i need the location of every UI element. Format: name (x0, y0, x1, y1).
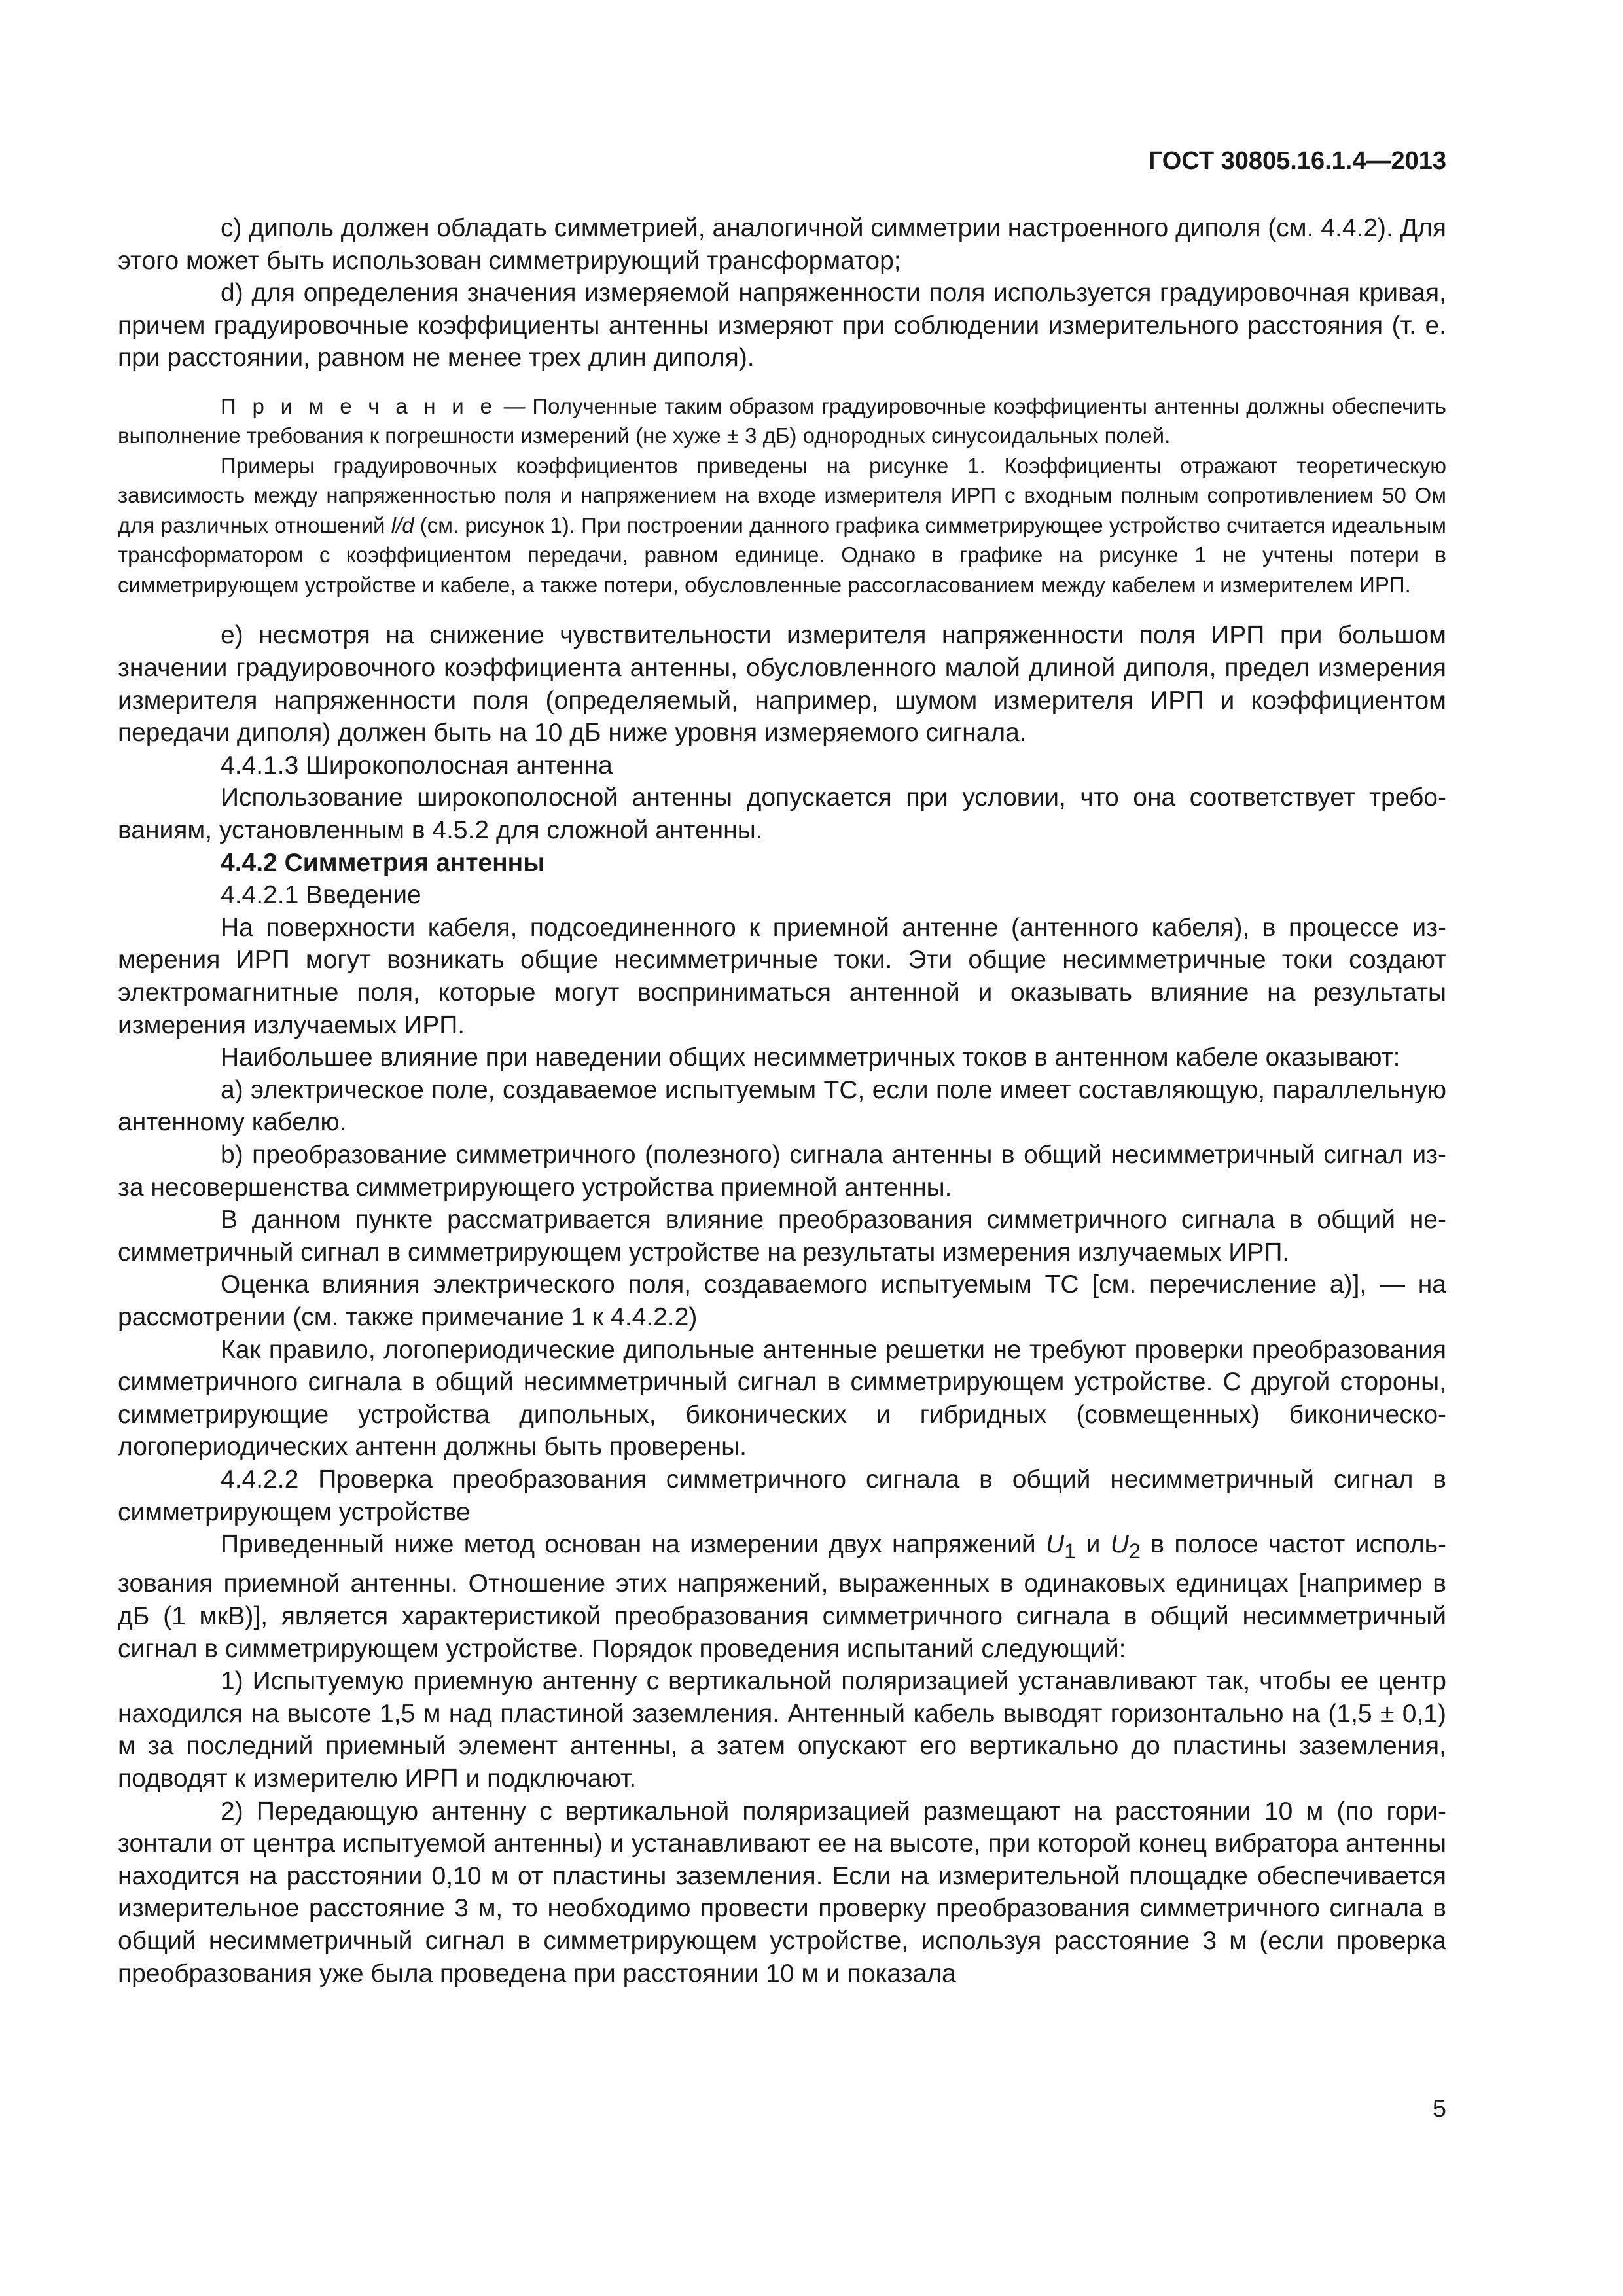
note-label: П р и м е ч а н и е (221, 393, 497, 418)
paragraph: Использование широкополосной антенны допускается при условии, что она соответствует требованиям, установленным в 4.5.2 для сложной антенны. (118, 783, 1446, 845)
voltage-u1-subscript: 1 (1064, 1539, 1077, 1563)
document-body (118, 212, 1446, 1990)
voltage-u1-symbol: U (1046, 1530, 1065, 1559)
paragraph: Оценка влияния электрического поля, создаваемого испытуемым ТС [см. перечисление a)], — на рассмотрении (см. также примечание 1 к 4.4.2.2) (118, 1270, 1446, 1331)
procedure-step-1: 1) Испытуемую приемную антенну с вертикальной поляризацией устанавливают так, чтобы ее центр находился на высоте 1,5 м над пластиной заземления. Антенный кабель выводят горизонтально на (1,5 ± 0,1) м за последний приемный элемент антенны, а затем опускают его вертикально до пластины заземления, подводят к измерителю ИРП и подключают. (118, 1667, 1446, 1793)
list-item-a: a) электрическое поле, создаваемое испытуемым ТС, если поле имеет составляющую, параллельную антенному кабелю. (118, 1075, 1446, 1137)
note-block (118, 391, 1446, 600)
voltage-u2-symbol: U (1110, 1530, 1129, 1559)
note-text: — Полученные таким образом градуировочные коэффициенты антенны должны обеспечить выполнение требования к погрешности измерений (не хуже ± 3 дБ) однородных синусоидальных полей. (118, 393, 1447, 448)
paragraph: Как правило, логопериодические дипольные антенные решетки не требуют проверки преобразования симметричного сигнала в общий несимметричный сигнал в симметрирующем устройстве. С другой стороны, симметрирующие устройства дипольных, биконических и гибридных (совмещенных) биконическо-логопериодических антенн должны быть проверены. (118, 1335, 1446, 1462)
list-item-e: e) несмотря на снижение чувствительности измерителя напряженности поля ИРП при большом значении градуировочного коэффициента антенны, обусловленного малой длиной диполя, предел измерения измерителя напряженности поля (определяемый, например, шумом измерителя ИРП и коэффициентом передачи диполя) должен быть на 10 дБ ниже уровня измеряемого сигнала. (118, 621, 1446, 747)
paragraph: В данном пункте рассматривается влияние преобразования симметричного сигнала в общий несимметричный сигнал в симметрирующем устройстве на результаты измерения излучаемых ИРП. (118, 1206, 1446, 1266)
procedure-step-2: 2) Передающую антенну с вертикальной поляризацией размещают на расстоянии 10 м (по горизонтали от центра испытуемой антенны) и устанавливают ее на высоте, при которой конец вибратора антенны находится на расстоянии 0,10 м от пластины заземления. Если на измерительной площадке обеспечивается измерительное расстояние 3 м, то необходимо провести проверку преобразования симметричного сигнала в общий несимметричный сигнал в симметрирующем устройстве, используя расстояние 3 м (если проверка преобразования уже была проведена при расстоянии 10 м и показала (118, 1797, 1446, 1988)
paragraph-text-a: Приведенный ниже метод основан на измерении двух напряжений (221, 1530, 1046, 1559)
list-item-b: b) преобразование симметричного (полезного) сигнала антенны в общий несимметричный сигнал из-за несовершенства симметрирующего устройства приемной антенны. (118, 1140, 1446, 1202)
clause-heading-4-4-2-1: 4.4.2.1 Введение (221, 881, 421, 910)
conjunction: и (1076, 1530, 1111, 1559)
note-examples-text-b: (см. рисунок 1). При построении данного графика симметрирующее устройство считается идеальным трансформатором с коэффициентом передачи, равном единице. Однако в графике на рисунке 1 не учтены потери в симметрирующем устройстве и кабеле, а также потери, обусловленные рассогласованием между кабелем и измерителем ИРП. (118, 512, 1446, 597)
list-item-d: d) для определения значения измеряемой напряженности поля используется градуировочная кривая, причем градуировочные коэффициенты антенны измеряют при соблюдении измерительного расстояния (т. е. при расстоянии, равном не менее трех длин диполя). (118, 279, 1446, 372)
paragraph: Наибольшее влияние при наведении общих несимметричных токов в антенном кабеле оказывают: (221, 1043, 1400, 1072)
ratio-formula: l/d (391, 512, 414, 537)
voltage-u2-subscript: 2 (1128, 1539, 1141, 1563)
paragraph (118, 1528, 1446, 1665)
page-number: 5 (1432, 2095, 1446, 2123)
note-paragraph (118, 391, 1446, 451)
paragraph-text-b: в полосе частот использования приемной антенны. Отношение этих напряжений, выраженных в одинаковых единицах [например в дБ (1 мкВ)], является характеристикой преобразования симметричного сигнала в общий несимметричный сигнал в симметрирующем устройстве. Порядок проведения испытаний следующий: (118, 1530, 1446, 1663)
list-item-c: c) диполь должен обладать симметрией, аналогичной симметрии настроенного диполя (см. 4.4.2). Для этого может быть использован симметрирующий трансформатор; (118, 214, 1446, 275)
standard-code-header: ГОСТ 30805.16.1.4—2013 (1148, 147, 1446, 175)
note-examples-text-a: Примеры градуировочных коэффициентов приведены на рисунке 1. Коэффициенты отражают теоретическую зависимость между напряженностью поля и напряжением на входе измерителя ИРП с входным полным сопротивлением 50 Ом для различных отношений (118, 453, 1446, 537)
paragraph: На поверхности кабеля, подсоединенного к приемной антенне (антенного кабеля), в процессе измерения ИРП могут возникать общие несимметричные токи. Эти общие несимметричные токи создают электромагнитные поля, которые могут восприниматься антенной и оказывать влияние на результаты измерения излучаемых ИРП. (118, 913, 1446, 1039)
clause-heading-4-4-1-3: 4.4.1.3 Широкополосная антенна (221, 751, 613, 780)
clause-heading-4-4-2-2: 4.4.2.2 Проверка преобразования симметричного сигнала в общий несимметричный сигнал в симметрирующем устройстве (118, 1465, 1446, 1526)
section-heading-4-4-2: 4.4.2 Симметрия антенны (221, 848, 545, 877)
note-examples-paragraph (118, 451, 1446, 600)
